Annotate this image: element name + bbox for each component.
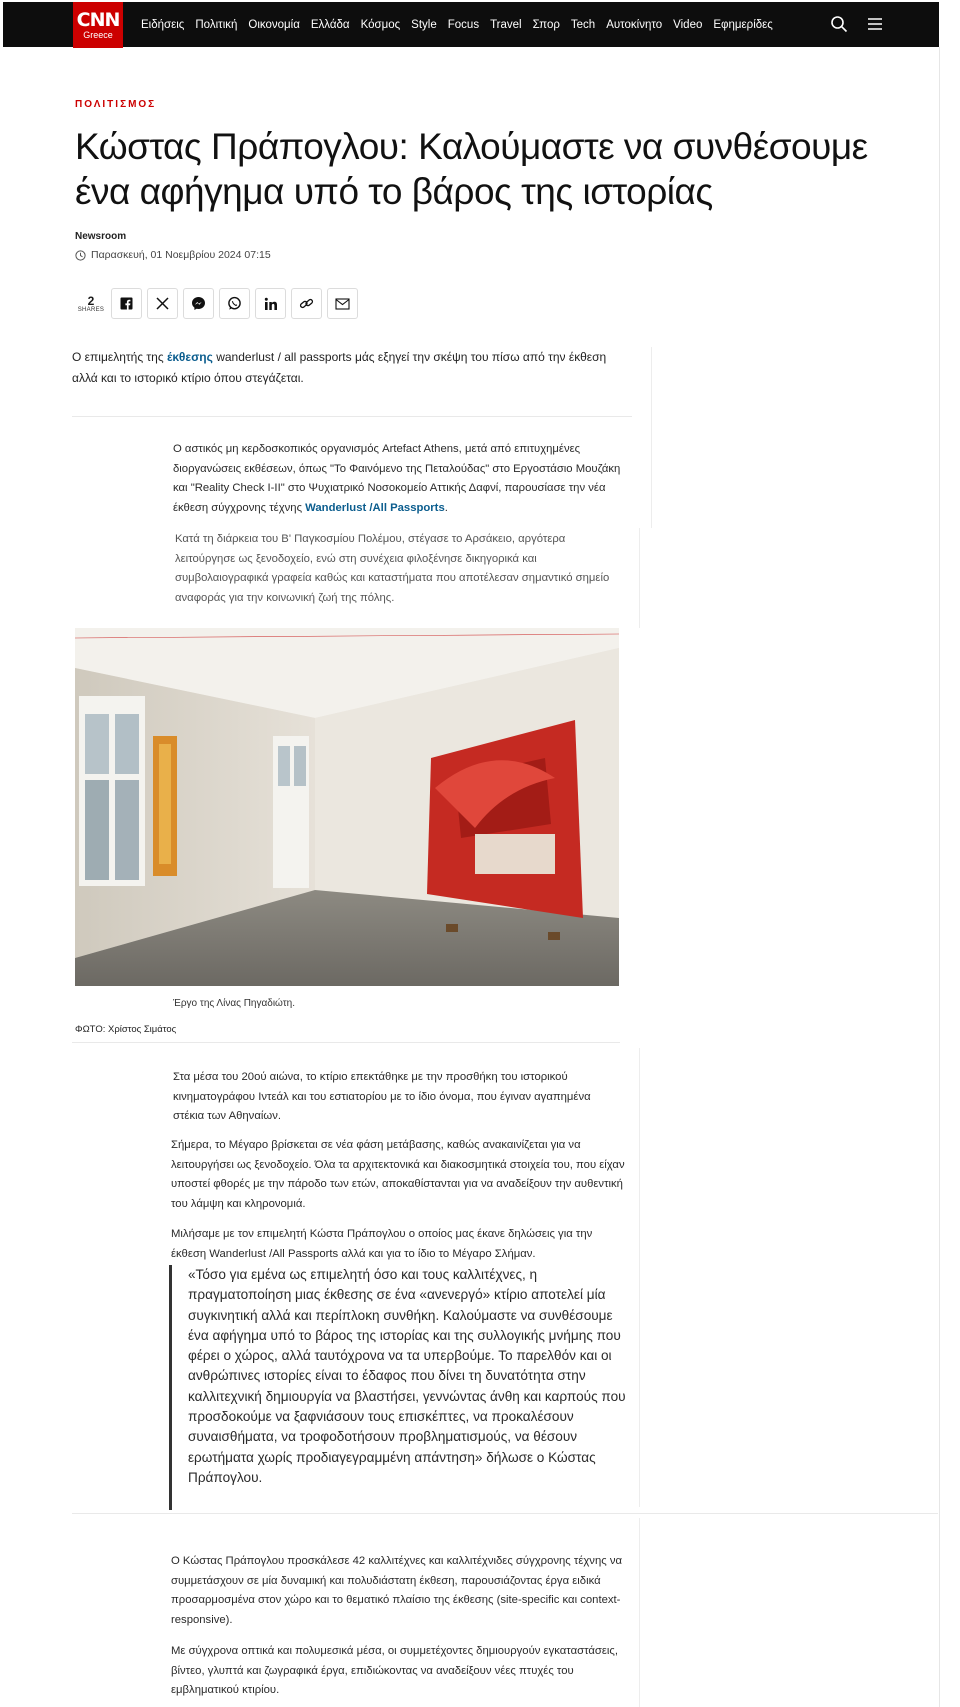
share-count <box>75 295 107 313</box>
nav-item-eidiseis[interactable]: Ειδήσεις <box>141 18 185 31</box>
email-icon <box>335 298 350 310</box>
logo-cnn-text: CNN <box>76 8 120 31</box>
article-photo[interactable] <box>75 628 619 986</box>
article-title: Κώστας Πράπογλου: Καλούμαστε να συνθέσουμε ένα αφήγημα υπό το βάρος της ιστορίας <box>75 126 868 212</box>
share-email-button[interactable] <box>327 288 358 319</box>
nav-links <box>141 2 784 47</box>
pull-quote: «Τόσο για εμένα ως επιμελητή όσο και τους καλλιτέχνες, η πραγματοποίηση μιας έκθεσης σε ένα «ανενεργό» κτίριο αποτελεί μία συγκινητική αλλά και περίπλοκη συνθήκη. Καλούμαστε να συνθέσουμε ένα αφήγημα υπό το βάρος της ιστορίας και της συλλογικής μνήμης που φέρει ο χώρος, αλλά ταυτόχρονα να τα υπερβούμε. Το παρελθόν και οι ανθρώπινες ιστορίες είναι το έδαφος που δίνει τη δυνατότητα στην καλλιτεχνική δημιουργία να βλαστήσει, γεννώντας άνθη και καρπούς που προσδοκούμε να ξαφνιάσουν τους επισκέπτες, να προκαλέσουν συναισθήματα, να τροφοδοτήσουν προβληματισμούς, να θέσουν ερωτήματα χωρίς προδιαγεγραμμένη απάντηση» δήλωσε ο Κώστας Πράπογλου. <box>169 1265 628 1510</box>
article-lead <box>72 347 632 389</box>
divider <box>72 1513 938 1514</box>
share-count-number: 2 <box>87 293 95 308</box>
nav-item-politiki[interactable]: Πολιτική <box>195 18 238 31</box>
nav-item-kosmos[interactable]: Κόσμος <box>360 18 401 31</box>
nav-item-video[interactable]: Video <box>673 18 703 31</box>
copy-link-button[interactable] <box>291 288 322 319</box>
share-x-button[interactable] <box>147 288 178 319</box>
nav-item-focus[interactable]: Focus <box>447 18 480 31</box>
search-icon[interactable] <box>830 15 848 33</box>
nav-item-aftokinito[interactable]: Αυτοκίνητο <box>606 18 663 31</box>
top-navigation-bar <box>3 2 939 47</box>
nav-item-oikonomia[interactable]: Οικονομία <box>248 18 300 31</box>
wanderlust-link[interactable]: Wanderlust /All Passports <box>305 501 445 514</box>
share-bar <box>75 288 363 319</box>
photo-credit: ΦΩΤΟ: Χρίστος Σιμάτος <box>75 1024 177 1035</box>
nav-item-travel[interactable]: Travel <box>490 18 522 31</box>
nav-item-style[interactable]: Style <box>411 18 437 31</box>
paragraph-1-text: Ο αστικός μη κερδοσκοπικός οργανισμός Artefact Athens, μετά από επιτυχημένες διοργανώσεις εκθέσεων, όπως "Το Φαινόμενο της Πεταλούδας" στο Εργοστάσιο Μουζάκη και "Reality Check I-II" στο Ψυχιατρικό Νοσοκομείο Αττικής Δαφνί, παρουσίασε την νέα έκθεση σύγχρονης τέχνης <box>173 443 621 514</box>
divider <box>72 1042 620 1043</box>
content-column-edge <box>651 347 652 528</box>
share-messenger-button[interactable] <box>183 288 214 319</box>
article-date <box>75 249 271 261</box>
messenger-icon <box>191 296 206 311</box>
nav-item-tech[interactable]: Tech <box>570 18 596 31</box>
divider <box>72 416 632 417</box>
lead-text-end: wanderlust / all passports μάς εξηγεί την σκέψη του πίσω από την έκθεση αλλά και το ιστορικό κτίριο όπου στεγάζεται. <box>72 350 607 385</box>
lead-text-start: Ο επιμελητής της <box>72 350 167 364</box>
body-paragraph-2: Κατά τη διάρκεια του Β' Παγκοσμίου Πολέμου, στέγασε το Αρσάκειο, αργότερα λειτούργησε ως ξενοδοχείο, ενώ στη συνέχεια φιλοξένησε δικηγορικά και συμβολαιογραφικά γραφεία καθώς και καταστήματα που αποτέλεσαν σημαντικό σημείο αναφοράς για την κοινωνική ζωή της πόλης. <box>175 533 610 604</box>
nav-item-ellada[interactable]: Ελλάδα <box>310 18 350 31</box>
article-author[interactable]: Newsroom <box>75 231 127 242</box>
cnn-greece-logo[interactable] <box>73 2 123 48</box>
article-category[interactable]: ΠΟΛΙΤΙΣΜΟΣ <box>75 99 157 110</box>
body-paragraph-3: Στα μέσα του 20ού αιώνα, το κτίριο επεκτάθηκε με την προσθήκη του ιστορικού κινηματογράφου Ιντεάλ και του εστιατορίου με το ίδιο όνομα, που έγιναν αγαπημένα στέκια των Αθηναίων. <box>173 1071 591 1122</box>
body-paragraph-7: Με σύγχρονα οπτικά και πολυμεσικά μέσα, οι συμμετέχοντες δημιουργούν εγκαταστάσεις, βίντεο, γλυπτά και ζωγραφικά έργα, επιδιώκοντας να αναδείξουν νέες πτυχές του εμβληματικού κτιρίου. <box>171 1645 619 1696</box>
share-facebook-button[interactable] <box>111 288 142 319</box>
nav-item-spor[interactable]: Σπορ <box>532 18 560 31</box>
share-count-label: SHARES <box>77 306 105 313</box>
body-paragraph-6: Ο Κώστας Πράπογλου προσκάλεσε 42 καλλιτέχνες και καλλιτέχνιδες σύγχρονης τέχνης να συμμετάσχουν σε μία δυναμική και πολυδιάστατη έκθεση, παρουσιάζοντας έργα ειδικά προσαρμοσμένα στον χώρο και το θεματικό πλαίσιο της έκθεσης (site-specific και context-responsive). <box>171 1555 622 1626</box>
page-frame-edge <box>939 47 940 1707</box>
facebook-icon <box>120 297 133 310</box>
linkedin-icon <box>264 297 278 311</box>
article-date-text: Παρασκευή, 01 Νοεμβρίου 2024 07:15 <box>91 249 271 261</box>
body-paragraph-4: Σήμερα, το Μέγαρο βρίσκεται σε νέα φάση μετάβασης, καθώς ανακαινίζεται για να λειτουργήσει ως ξενοδοχείο. Όλα τα αρχιτεκτονικά και διακοσμητικά στοιχεία του, που είχαν υποστεί φθορές με την πάροδο των ετών, αποκαθίστανται για να αναδείξουν την αυθεντική του λάμψη και κληρονομιά. <box>171 1139 625 1210</box>
share-whatsapp-button[interactable] <box>219 288 250 319</box>
lead-link-ekthesis[interactable]: έκθεσης <box>166 350 213 364</box>
nav-item-efimerides[interactable]: Εφημερίδες <box>713 18 773 31</box>
whatsapp-icon <box>227 296 242 311</box>
paragraph-1-end: . <box>444 501 448 514</box>
clock-icon <box>75 250 86 261</box>
body-paragraph-1 <box>173 440 623 518</box>
hamburger-icon[interactable] <box>867 16 883 32</box>
logo-greece-text: Greece <box>83 29 113 40</box>
content-column-edge <box>639 1048 640 1507</box>
content-column-edge <box>639 1518 640 1707</box>
body-paragraph-5: Μιλήσαμε με τον επιμελητή Κώστα Πράπογλου ο οποίος μας έκανε δηλώσεις για την έκθεση Wanderlust /All Passports αλλά και για το ίδιο το Μέγαρο Σλήμαν. <box>171 1228 593 1260</box>
content-column-edge <box>639 528 640 628</box>
link-icon <box>299 296 314 311</box>
x-twitter-icon <box>156 297 169 310</box>
photo-caption: Έργο της Λίνας Πηγαδιώτη. <box>173 998 296 1009</box>
gallery-installation-image <box>75 628 619 986</box>
share-linkedin-button[interactable] <box>255 288 286 319</box>
